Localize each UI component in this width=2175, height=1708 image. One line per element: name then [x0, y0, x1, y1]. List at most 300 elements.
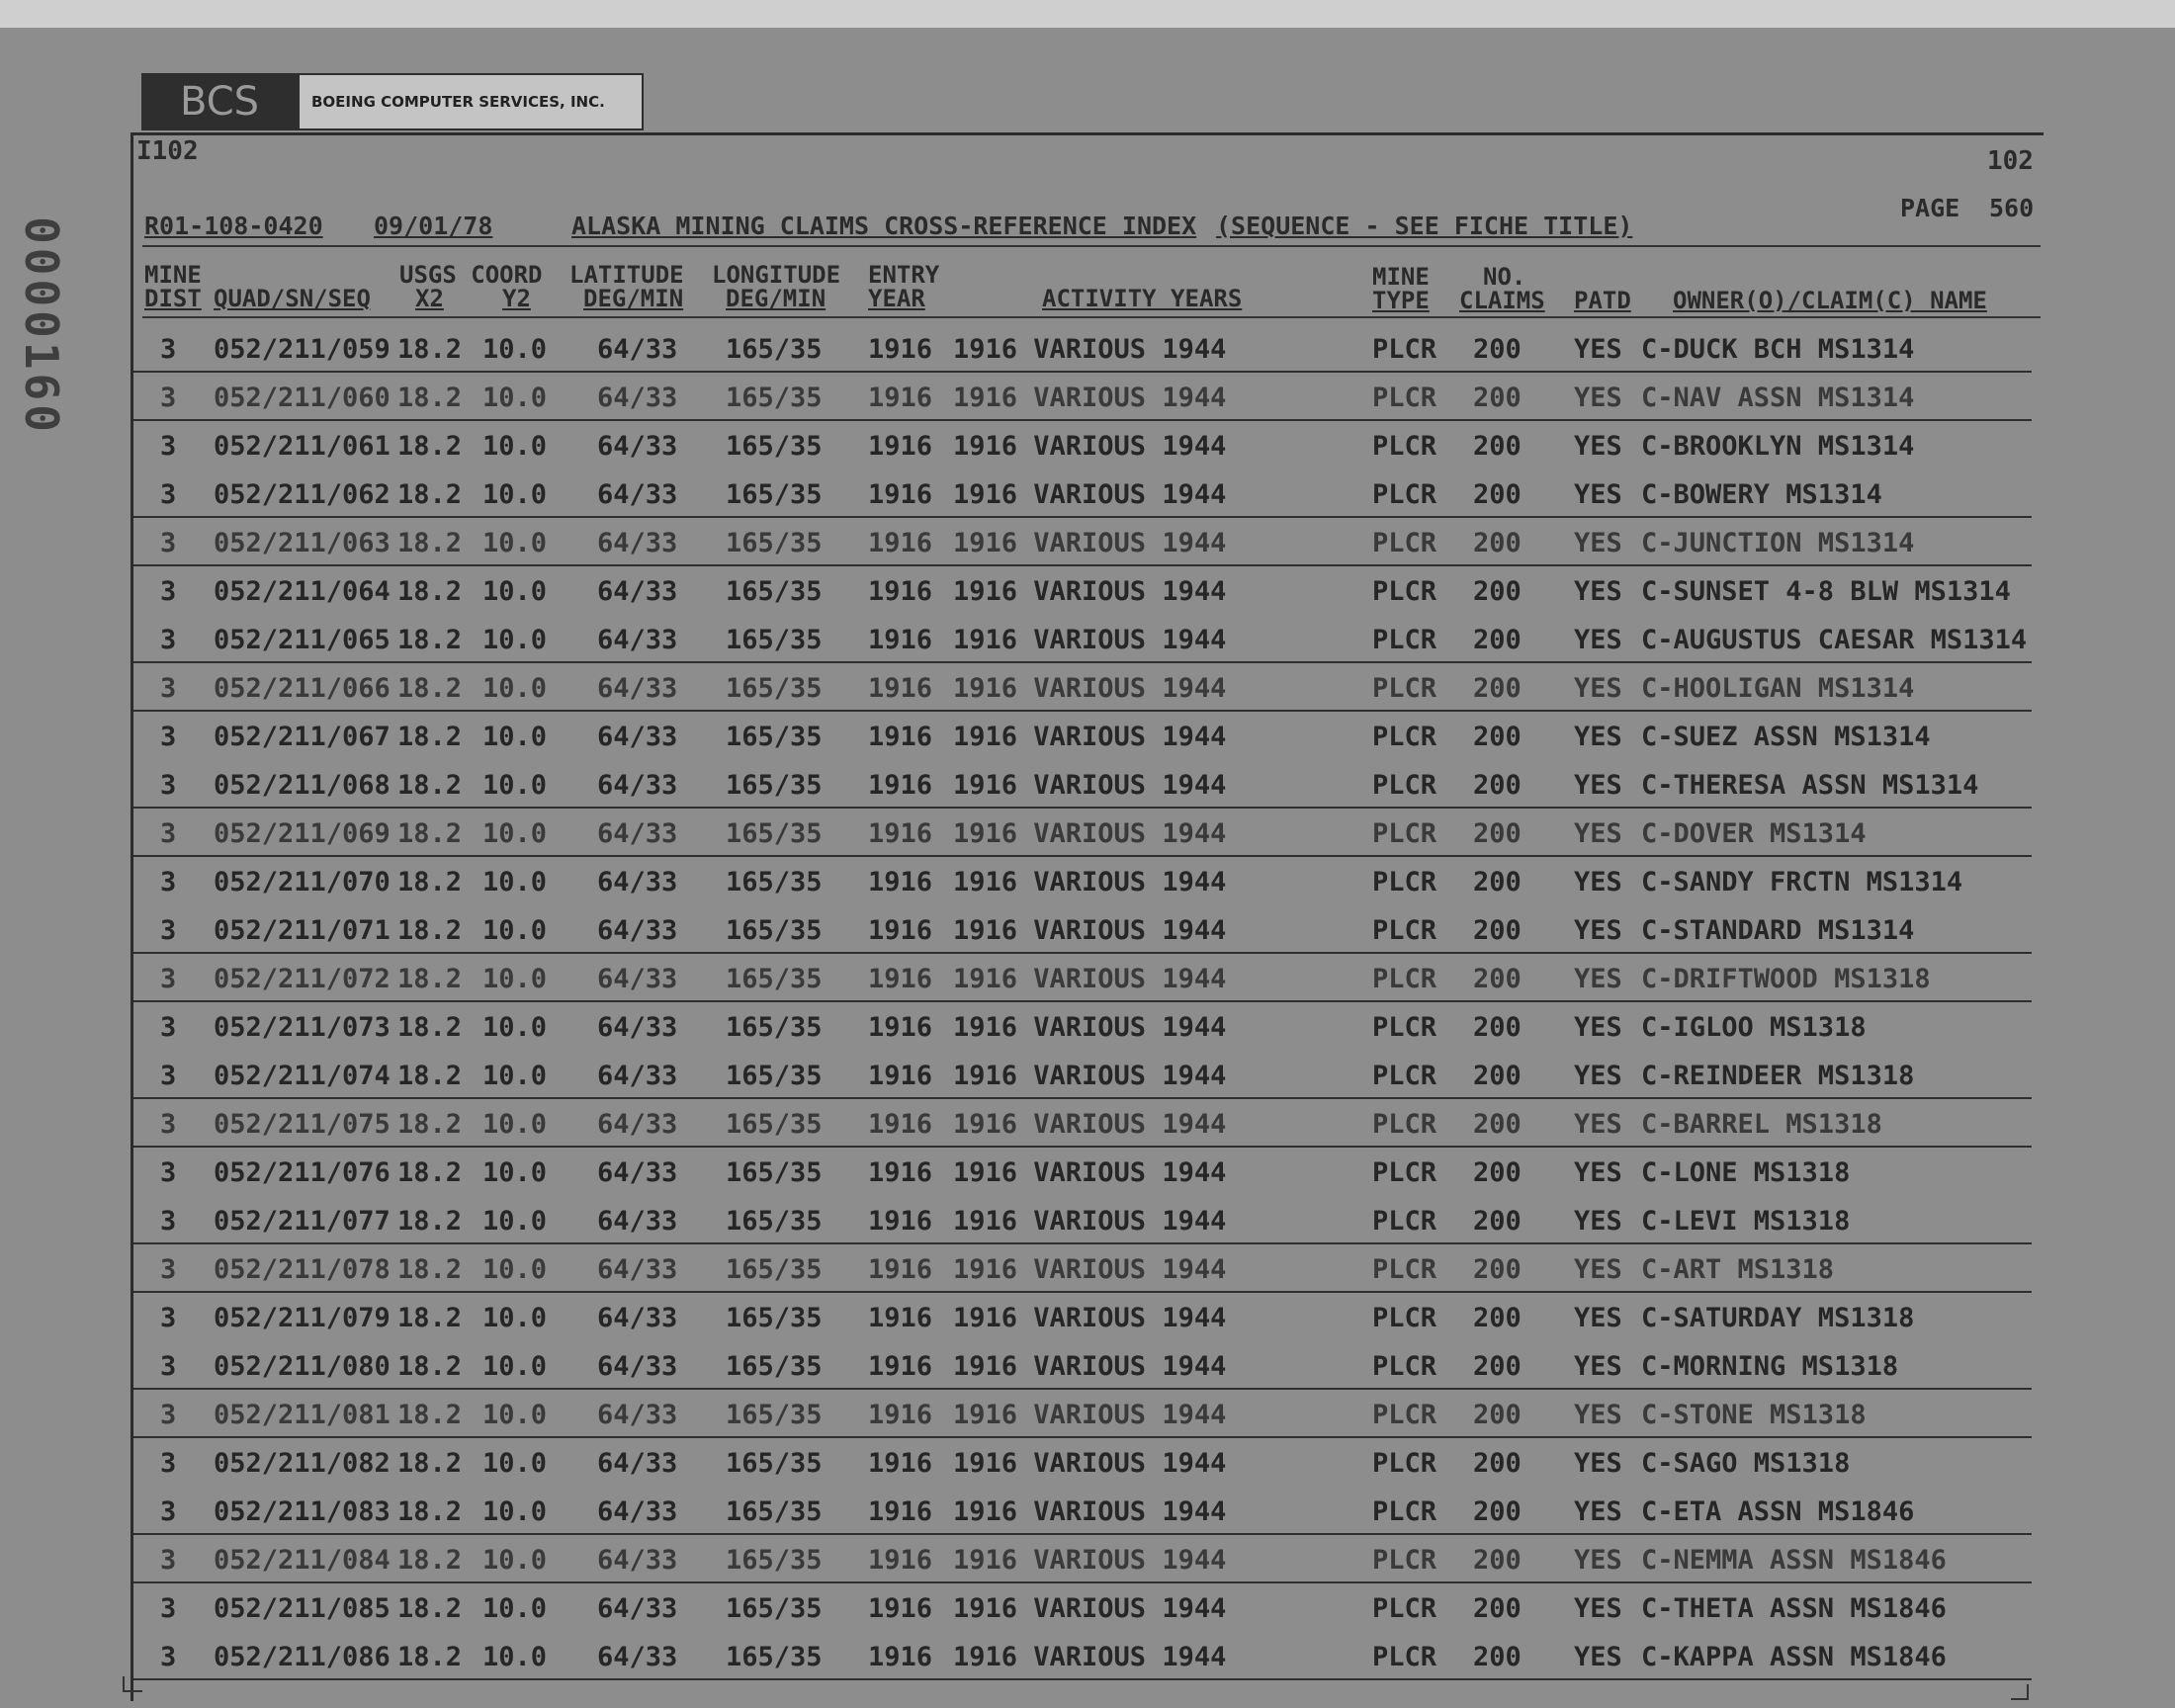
entry-year-cell: 1916	[868, 1545, 933, 1576]
col-entry-year-line1: ENTRY	[868, 261, 940, 289]
table-row	[0, 1345, 2175, 1394]
claim-name-cell: C-BOWERY MS1314	[1641, 479, 1882, 510]
table-row	[0, 1491, 2175, 1539]
usgs-x-cell: 18.2	[397, 770, 463, 801]
mine-type-cell: PLCR	[1372, 1061, 1437, 1091]
patented-cell: YES	[1574, 528, 1622, 558]
latitude-cell: 64/33	[597, 528, 678, 558]
mine-type-cell: PLCR	[1372, 528, 1437, 558]
quad-seq-cell: 052/211/084	[214, 1545, 391, 1576]
mine-dist-cell: 3	[160, 576, 177, 607]
col-mine-type	[1372, 265, 1430, 312]
table-row	[0, 1636, 2175, 1684]
quad-seq-cell: 052/211/065	[214, 625, 391, 655]
mine-dist-cell: 3	[160, 1109, 177, 1140]
entry-year-cell: 1916	[868, 1061, 933, 1091]
col-longitude	[712, 263, 840, 310]
patented-cell: YES	[1574, 1254, 1622, 1285]
col-mine-dist-line1: MINE	[144, 261, 202, 289]
usgs-x-cell: 18.2	[397, 1496, 463, 1527]
mine-type-cell: PLCR	[1372, 867, 1437, 897]
usgs-y-cell: 10.0	[482, 1448, 548, 1479]
latitude-cell: 64/33	[597, 1109, 678, 1140]
latitude-cell: 64/33	[597, 1254, 678, 1285]
latitude-cell: 64/33	[597, 625, 678, 655]
activity-years-cell: 1916 VARIOUS 1944	[953, 1061, 1227, 1091]
table-row	[0, 377, 2175, 425]
latitude-cell: 64/33	[597, 673, 678, 704]
entry-year-cell: 1916	[868, 1012, 933, 1043]
usgs-x-cell: 18.2	[397, 1545, 463, 1576]
latitude-cell: 64/33	[597, 1496, 678, 1527]
frame-corner-bottom-right	[2011, 1684, 2029, 1700]
quad-seq-cell: 052/211/062	[214, 479, 391, 510]
usgs-y-cell: 10.0	[482, 1109, 548, 1140]
usgs-y-cell: 10.0	[482, 673, 548, 704]
activity-years-cell: 1916 VARIOUS 1944	[953, 1545, 1227, 1576]
col-latitude-line2: DEG/MIN	[583, 285, 684, 312]
patented-cell: YES	[1574, 479, 1622, 510]
table-row	[0, 1248, 2175, 1297]
claims-cell: 200	[1473, 1254, 1522, 1285]
entry-year-cell: 1916	[868, 1157, 933, 1188]
usgs-x-cell: 18.2	[397, 1303, 463, 1333]
mine-dist-cell: 3	[160, 528, 177, 558]
page-label: PAGE	[1900, 194, 1960, 222]
usgs-y-cell: 10.0	[482, 1400, 548, 1430]
mine-dist-cell: 3	[160, 770, 177, 801]
patented-cell: YES	[1574, 1012, 1622, 1043]
activity-years-cell: 1916 VARIOUS 1944	[953, 334, 1227, 365]
table-row	[0, 1539, 2175, 1587]
mine-dist-cell: 3	[160, 1642, 177, 1672]
report-title: ALASKA MINING CLAIMS CROSS-REFERENCE INDEX	[571, 212, 1197, 240]
longitude-cell: 165/35	[726, 673, 823, 704]
latitude-cell: 64/33	[597, 1448, 678, 1479]
latitude-cell: 64/33	[597, 867, 678, 897]
usgs-x-cell: 18.2	[397, 964, 463, 994]
usgs-y-cell: 10.0	[482, 1642, 548, 1672]
activity-years-cell: 1916 VARIOUS 1944	[953, 1448, 1227, 1479]
claim-name-cell: C-DOVER MS1314	[1641, 818, 1867, 849]
patented-cell: YES	[1574, 1545, 1622, 1576]
quad-seq-cell: 052/211/086	[214, 1642, 391, 1672]
mine-type-cell: PLCR	[1372, 576, 1437, 607]
patented-cell: YES	[1574, 722, 1622, 752]
claims-cell: 200	[1473, 867, 1522, 897]
mine-dist-cell: 3	[160, 383, 177, 413]
entry-year-cell: 1916	[868, 479, 933, 510]
usgs-y-cell: 10.0	[482, 1157, 548, 1188]
claim-name-cell: C-SANDY FRCTN MS1314	[1641, 867, 1963, 897]
mine-dist-cell: 3	[160, 1448, 177, 1479]
mine-dist-cell: 3	[160, 1061, 177, 1091]
quad-seq-cell: 052/211/071	[214, 915, 391, 946]
patented-cell: YES	[1574, 1642, 1622, 1672]
col-latitude	[569, 263, 684, 310]
activity-years-cell: 1916 VARIOUS 1944	[953, 1496, 1227, 1527]
latitude-cell: 64/33	[597, 1593, 678, 1624]
col-activity-label: ACTIVITY YEARS	[1042, 285, 1243, 312]
claims-cell: 200	[1473, 1642, 1522, 1672]
longitude-cell: 165/35	[726, 334, 823, 365]
usgs-x-cell: 18.2	[397, 528, 463, 558]
latitude-cell: 64/33	[597, 1061, 678, 1091]
usgs-y-cell: 10.0	[482, 818, 548, 849]
activity-years-cell: 1916 VARIOUS 1944	[953, 1206, 1227, 1237]
table-row	[0, 473, 2175, 522]
claims-cell: 200	[1473, 964, 1522, 994]
longitude-cell: 165/35	[726, 1061, 823, 1091]
mine-dist-cell: 3	[160, 964, 177, 994]
usgs-y-cell: 10.0	[482, 1061, 548, 1091]
claim-name-cell: C-BROOKLYN MS1314	[1641, 431, 1915, 462]
claims-cell: 200	[1473, 1157, 1522, 1188]
quad-seq-cell: 052/211/067	[214, 722, 391, 752]
mine-dist-cell: 3	[160, 1206, 177, 1237]
claim-name-cell: C-KAPPA ASSN MS1846	[1641, 1642, 1947, 1672]
patented-cell: YES	[1574, 1448, 1622, 1479]
claims-cell: 200	[1473, 431, 1522, 462]
scan-top-edge	[0, 0, 2175, 28]
usgs-x-cell: 18.2	[397, 1061, 463, 1091]
table-row	[0, 1442, 2175, 1491]
activity-years-cell: 1916 VARIOUS 1944	[953, 1157, 1227, 1188]
col-claims-line1: NO.	[1483, 263, 1526, 291]
quad-seq-cell: 052/211/085	[214, 1593, 391, 1624]
usgs-y-cell: 10.0	[482, 1593, 548, 1624]
frame-code-left: I102	[136, 136, 199, 166]
mine-type-cell: PLCR	[1372, 1303, 1437, 1333]
patented-cell: YES	[1574, 1303, 1622, 1333]
patented-cell: YES	[1574, 964, 1622, 994]
usgs-y-cell: 10.0	[482, 1206, 548, 1237]
quad-seq-cell: 052/211/074	[214, 1061, 391, 1091]
col-quad-label: QUAD/SN/SEQ	[214, 285, 371, 312]
quad-seq-cell: 052/211/059	[214, 334, 391, 365]
table-row	[0, 1587, 2175, 1636]
latitude-cell: 64/33	[597, 431, 678, 462]
usgs-y-cell: 10.0	[482, 528, 548, 558]
claim-name-cell: C-STANDARD MS1314	[1641, 915, 1915, 946]
mine-dist-cell: 3	[160, 1254, 177, 1285]
quad-seq-cell: 052/211/075	[214, 1109, 391, 1140]
entry-year-cell: 1916	[868, 1400, 933, 1430]
quad-seq-cell: 052/211/061	[214, 431, 391, 462]
col-claims	[1459, 265, 1545, 312]
claims-cell: 200	[1473, 722, 1522, 752]
usgs-y-cell: 10.0	[482, 625, 548, 655]
table-row	[0, 1055, 2175, 1103]
entry-year-cell: 1916	[868, 1303, 933, 1333]
entry-year-cell: 1916	[868, 818, 933, 849]
activity-years-cell: 1916 VARIOUS 1944	[953, 964, 1227, 994]
page-number: 560	[1989, 194, 2035, 222]
activity-years-cell: 1916 VARIOUS 1944	[953, 528, 1227, 558]
longitude-cell: 165/35	[726, 383, 823, 413]
latitude-cell: 64/33	[597, 818, 678, 849]
claim-name-cell: C-AUGUSTUS CAESAR MS1314	[1641, 625, 2028, 655]
quad-seq-cell: 052/211/080	[214, 1351, 391, 1382]
usgs-x-cell: 18.2	[397, 1157, 463, 1188]
mine-dist-cell: 3	[160, 1496, 177, 1527]
mine-type-cell: PLCR	[1372, 1448, 1437, 1479]
patented-cell: YES	[1574, 1061, 1622, 1091]
activity-years-cell: 1916 VARIOUS 1944	[953, 722, 1227, 752]
claims-cell: 200	[1473, 334, 1522, 365]
entry-year-cell: 1916	[868, 673, 933, 704]
mine-dist-cell: 3	[160, 722, 177, 752]
claims-cell: 200	[1473, 625, 1522, 655]
claims-cell: 200	[1473, 1593, 1522, 1624]
mine-type-cell: PLCR	[1372, 915, 1437, 946]
col-activity-years	[1042, 287, 1242, 310]
usgs-y-cell: 10.0	[482, 383, 548, 413]
quad-seq-cell: 052/211/064	[214, 576, 391, 607]
claims-cell: 200	[1473, 1109, 1522, 1140]
patented-cell: YES	[1574, 673, 1622, 704]
entry-year-cell: 1916	[868, 1109, 933, 1140]
table-row	[0, 958, 2175, 1006]
claims-cell: 200	[1473, 1496, 1522, 1527]
quad-seq-cell: 052/211/068	[214, 770, 391, 801]
side-code-text: 0000160	[15, 216, 68, 436]
claim-name-cell: C-IGLOO MS1318	[1641, 1012, 1867, 1043]
patented-cell: YES	[1574, 1206, 1622, 1237]
longitude-cell: 165/35	[726, 1109, 823, 1140]
mine-type-cell: PLCR	[1372, 1496, 1437, 1527]
patented-cell: YES	[1574, 1496, 1622, 1527]
longitude-cell: 165/35	[726, 1254, 823, 1285]
quad-seq-cell: 052/211/069	[214, 818, 391, 849]
mine-dist-cell: 3	[160, 625, 177, 655]
mine-dist-cell: 3	[160, 1012, 177, 1043]
entry-year-cell: 1916	[868, 1496, 933, 1527]
longitude-cell: 165/35	[726, 528, 823, 558]
mine-dist-cell: 3	[160, 431, 177, 462]
table-row	[0, 909, 2175, 958]
mine-dist-cell: 3	[160, 479, 177, 510]
longitude-cell: 165/35	[726, 915, 823, 946]
patented-cell: YES	[1574, 431, 1622, 462]
entry-year-cell: 1916	[868, 528, 933, 558]
report-id: R01-108-0420	[144, 212, 323, 240]
activity-years-cell: 1916 VARIOUS 1944	[953, 1642, 1227, 1672]
usgs-y-cell: 10.0	[482, 1351, 548, 1382]
mine-type-cell: PLCR	[1372, 722, 1437, 752]
activity-years-cell: 1916 VARIOUS 1944	[953, 867, 1227, 897]
col-mine-type-line2: TYPE	[1372, 287, 1430, 314]
mine-dist-cell: 3	[160, 867, 177, 897]
claims-cell: 200	[1473, 1206, 1522, 1237]
longitude-cell: 165/35	[726, 479, 823, 510]
col-usgs-y	[502, 287, 531, 310]
patented-cell: YES	[1574, 818, 1622, 849]
report-sequence: (SEQUENCE - SEE FICHE TITLE)	[1216, 212, 1633, 240]
activity-years-cell: 1916 VARIOUS 1944	[953, 1254, 1227, 1285]
latitude-cell: 64/33	[597, 1400, 678, 1430]
patented-cell: YES	[1574, 915, 1622, 946]
patented-cell: YES	[1574, 334, 1622, 365]
claim-name-cell: C-DUCK BCH MS1314	[1641, 334, 1915, 365]
claim-name-cell: C-REINDEER MS1318	[1641, 1061, 1915, 1091]
usgs-y-cell: 10.0	[482, 479, 548, 510]
quad-seq-cell: 052/211/070	[214, 867, 391, 897]
claims-cell: 200	[1473, 576, 1522, 607]
quad-seq-cell: 052/211/079	[214, 1303, 391, 1333]
usgs-x-cell: 18.2	[397, 625, 463, 655]
quad-seq-cell: 052/211/082	[214, 1448, 391, 1479]
longitude-cell: 165/35	[726, 1157, 823, 1188]
col-quad	[214, 287, 371, 310]
activity-years-cell: 1916 VARIOUS 1944	[953, 1400, 1227, 1430]
latitude-cell: 64/33	[597, 479, 678, 510]
patented-cell: YES	[1574, 383, 1622, 413]
table-row	[0, 1297, 2175, 1345]
claims-cell: 200	[1473, 383, 1522, 413]
col-latitude-line1: LATITUDE	[569, 261, 684, 289]
quad-seq-cell: 052/211/072	[214, 964, 391, 994]
activity-years-cell: 1916 VARIOUS 1944	[953, 818, 1227, 849]
mine-type-cell: PLCR	[1372, 431, 1437, 462]
usgs-y-cell: 10.0	[482, 867, 548, 897]
quad-seq-cell: 052/211/063	[214, 528, 391, 558]
activity-years-cell: 1916 VARIOUS 1944	[953, 431, 1227, 462]
longitude-cell: 165/35	[726, 1545, 823, 1576]
entry-year-cell: 1916	[868, 576, 933, 607]
usgs-x-cell: 18.2	[397, 1642, 463, 1672]
entry-year-cell: 1916	[868, 1254, 933, 1285]
claims-cell: 200	[1473, 1400, 1522, 1430]
claim-name-cell: C-THERESA ASSN MS1314	[1641, 770, 1979, 801]
mine-type-cell: PLCR	[1372, 334, 1437, 365]
mine-type-cell: PLCR	[1372, 1593, 1437, 1624]
usgs-y-cell: 10.0	[482, 1254, 548, 1285]
latitude-cell: 64/33	[597, 1303, 678, 1333]
usgs-x-cell: 18.2	[397, 1254, 463, 1285]
col-usgs-x	[415, 287, 444, 310]
latitude-cell: 64/33	[597, 1206, 678, 1237]
col-mine-type-line1: MINE	[1372, 263, 1430, 291]
mine-type-cell: PLCR	[1372, 818, 1437, 849]
latitude-cell: 64/33	[597, 964, 678, 994]
col-usgs-coord: USGS COORD	[399, 261, 543, 289]
activity-years-cell: 1916 VARIOUS 1944	[953, 576, 1227, 607]
entry-year-cell: 1916	[868, 867, 933, 897]
longitude-cell: 165/35	[726, 867, 823, 897]
entry-year-cell: 1916	[868, 722, 933, 752]
report-date: 09/01/78	[374, 212, 493, 240]
patented-cell: YES	[1574, 625, 1622, 655]
latitude-cell: 64/33	[597, 1545, 678, 1576]
table-row	[0, 570, 2175, 619]
latitude-cell: 64/33	[597, 1642, 678, 1672]
col-mine-dist	[144, 263, 202, 310]
patented-cell: YES	[1574, 1157, 1622, 1188]
frame-corner-bottom-left	[123, 1676, 142, 1692]
logo-company-name: BOEING COMPUTER SERVICES, INC.	[298, 73, 644, 130]
table-row	[0, 716, 2175, 764]
header-rule	[142, 245, 2041, 247]
quad-seq-cell: 052/211/081	[214, 1400, 391, 1430]
claim-name-cell: C-BARREL MS1318	[1641, 1109, 1882, 1140]
col-patented-label: PATD	[1574, 287, 1631, 314]
usgs-x-cell: 18.2	[397, 1206, 463, 1237]
quad-seq-cell: 052/211/078	[214, 1254, 391, 1285]
logo-mark: BCS	[141, 73, 298, 130]
mine-type-cell: PLCR	[1372, 479, 1437, 510]
usgs-x-cell: 18.2	[397, 431, 463, 462]
col-owner-claim-name	[1673, 289, 1987, 312]
mine-type-cell: PLCR	[1372, 383, 1437, 413]
latitude-cell: 64/33	[597, 722, 678, 752]
mine-dist-cell: 3	[160, 1157, 177, 1188]
table-row	[0, 328, 2175, 377]
quad-seq-cell: 052/211/073	[214, 1012, 391, 1043]
usgs-x-cell: 18.2	[397, 383, 463, 413]
claims-table	[0, 328, 2175, 1684]
claim-name-cell: C-LEVI MS1318	[1641, 1206, 1851, 1237]
claim-name-cell: C-ART MS1318	[1641, 1254, 1835, 1285]
claims-cell: 200	[1473, 1012, 1522, 1043]
usgs-y-cell: 10.0	[482, 1496, 548, 1527]
latitude-cell: 64/33	[597, 1351, 678, 1382]
usgs-y-cell: 10.0	[482, 722, 548, 752]
longitude-cell: 165/35	[726, 1496, 823, 1527]
latitude-cell: 64/33	[597, 1157, 678, 1188]
mine-type-cell: PLCR	[1372, 1109, 1437, 1140]
claims-cell: 200	[1473, 528, 1522, 558]
usgs-x-cell: 18.2	[397, 1448, 463, 1479]
col-longitude-line2: DEG/MIN	[726, 285, 826, 312]
usgs-x-cell: 18.2	[397, 1400, 463, 1430]
claim-name-cell: C-HOOLIGAN MS1314	[1641, 673, 1915, 704]
patented-cell: YES	[1574, 1351, 1622, 1382]
mine-dist-cell: 3	[160, 1545, 177, 1576]
longitude-cell: 165/35	[726, 964, 823, 994]
col-longitude-line1: LONGITUDE	[712, 261, 841, 289]
claims-cell: 200	[1473, 673, 1522, 704]
entry-year-cell: 1916	[868, 1206, 933, 1237]
longitude-cell: 165/35	[726, 576, 823, 607]
activity-years-cell: 1916 VARIOUS 1944	[953, 915, 1227, 946]
mine-dist-cell: 3	[160, 1593, 177, 1624]
table-row	[0, 667, 2175, 716]
table-row	[0, 619, 2175, 667]
column-header-rule	[142, 316, 2041, 318]
usgs-y-cell: 10.0	[482, 1012, 548, 1043]
table-row	[0, 1200, 2175, 1248]
longitude-cell: 165/35	[726, 1448, 823, 1479]
claim-name-cell: C-DRIFTWOOD MS1318	[1641, 964, 1931, 994]
activity-years-cell: 1916 VARIOUS 1944	[953, 1593, 1227, 1624]
usgs-x-cell: 18.2	[397, 915, 463, 946]
col-patented	[1574, 289, 1631, 312]
mine-dist-cell: 3	[160, 1351, 177, 1382]
entry-year-cell: 1916	[868, 625, 933, 655]
entry-year-cell: 1916	[868, 1351, 933, 1382]
table-row	[0, 764, 2175, 812]
entry-year-cell: 1916	[868, 1593, 933, 1624]
usgs-x-cell: 18.2	[397, 479, 463, 510]
usgs-y-cell: 10.0	[482, 964, 548, 994]
quad-seq-cell: 052/211/060	[214, 383, 391, 413]
longitude-cell: 165/35	[726, 431, 823, 462]
longitude-cell: 165/35	[726, 1303, 823, 1333]
mine-type-cell: PLCR	[1372, 770, 1437, 801]
claims-cell: 200	[1473, 1303, 1522, 1333]
usgs-y-cell: 10.0	[482, 1303, 548, 1333]
